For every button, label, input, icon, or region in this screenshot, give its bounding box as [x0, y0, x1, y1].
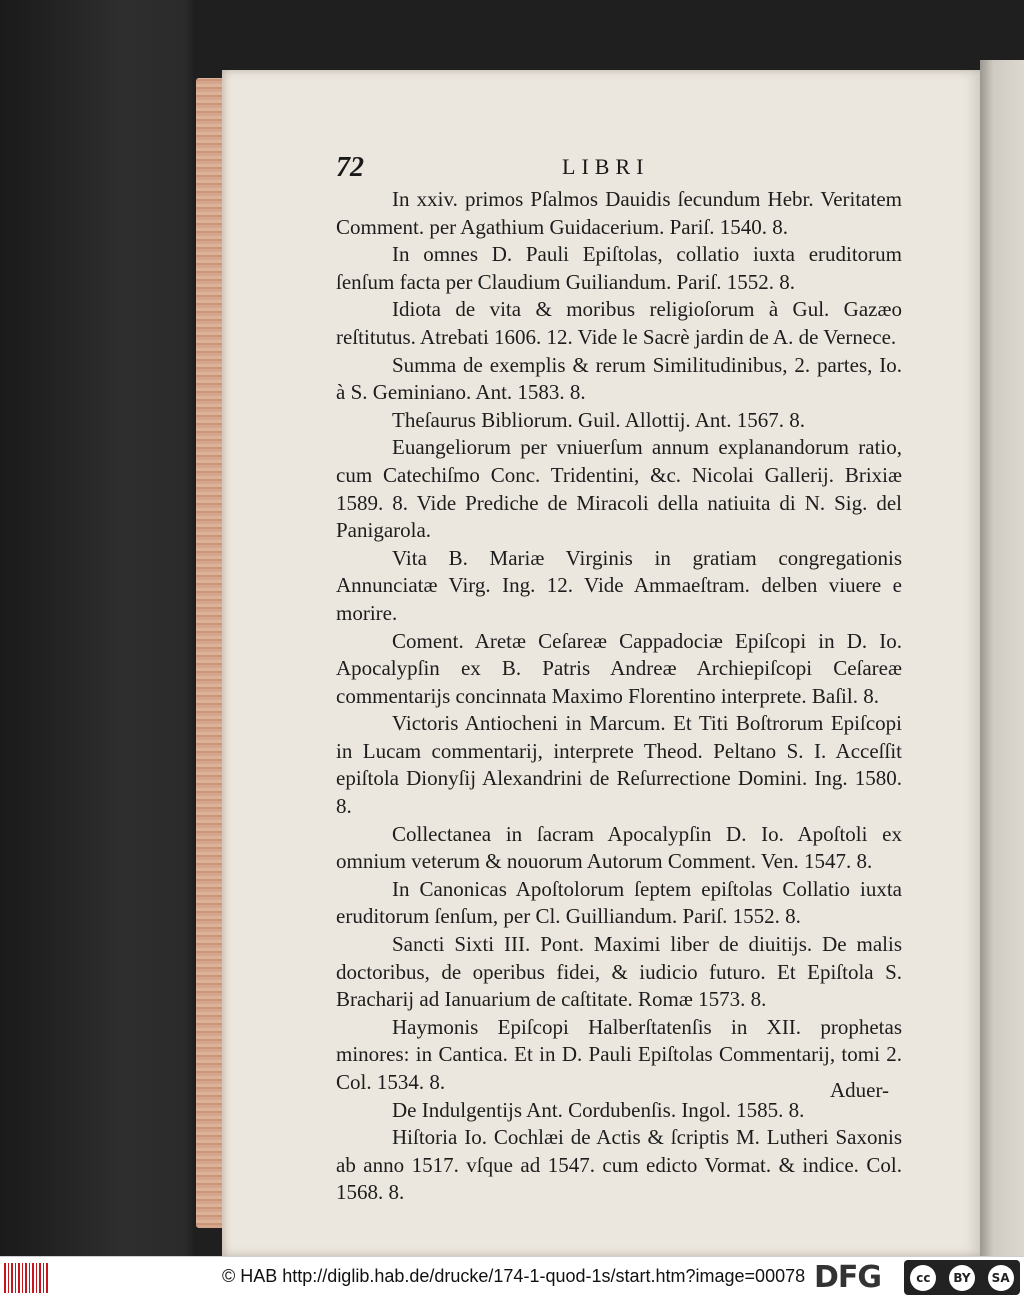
catalog-entry: Theſaurus Bibliorum. Guil. Allottij. Ant. 1567. 8. [392, 407, 805, 432]
cc-icon: cc [910, 1265, 936, 1291]
book-spine-edge [196, 78, 224, 1228]
catalog-entry: In omnes D. Pauli Epiſtolas, collatio iuxta eruditorum ſenſum facta per Claudium Guiliandum. Pariſ. 1552. 8. [336, 242, 902, 294]
catalog-entry: Hiſtoria Io. Cochlæi de Actis & ſcriptis M. Lutheri Saxonis ab anno 1517. vſque ad 1547. cum edicto Vormat. & indice. Col. 1568. 8. [336, 1125, 902, 1205]
viewer-footer [0, 1256, 1024, 1298]
facing-page-edge [980, 60, 1024, 1256]
catalog-entry: De Indulgentijs Ant. Cordubenſis. Ingol. 1585. 8. [392, 1097, 805, 1122]
catalog-entry: Haymonis Epiſcopi Halberſtatenſis in XII. prophetas minores: in Cantica. Et in D. Pauli Epiſtolas Commentarij, tomi 2. Col. 1534. 8. [336, 1014, 902, 1094]
catalog-entry: Idiota de vita & moribus religioſorum à Gul. Gazæo reſtitutus. Atrebati 1606. 12. Vide le Sacrè jardin de A. de Vernece. [336, 297, 902, 349]
catalog-entry: Coment. Aretæ Ceſareæ Cappadociæ Epiſcopi in D. Io. Apocalypſin ex B. Patris Andreæ Archiepiſcopi Ceſareæ commentarijs concinnata Maximo Florentino interprete. Baſil. 8. [336, 628, 902, 708]
catalog-entry: Sancti Sixti III. Pont. Maximi liber de diuitijs. De malis doctoribus, de operibus fidei, & iudicio futuro. Et Epiſtola S. Bracharij ad Ianuarium de caſtitate. Romæ 1573. 8. [336, 932, 902, 1012]
catalog-entry: In Canonicas Apoſtolorum ſeptem epiſtolas Collatio iuxta eruditorum ſenſum, per Cl. Guilliandum. Pariſ. 1552. 8. [336, 876, 902, 929]
source-link[interactable]: © HAB http://diglib.hab.de/drucke/174-1-quod-1s/start.htm?image=00078 [222, 1266, 806, 1286]
catalog-entry: Vita B. Mariæ Virginis in gratiam congregationis Annunciatæ Virg. Ing. 12. Vide Ammaeſtram. delben viuere e morire. [336, 545, 902, 625]
catalog-entry: Victoris Antiocheni in Marcum. Et Titi Boſtrorum Epiſcopi in Lucam commentarij, interprete Theod. Peltano S. I. Acceſſit epiſtola Dionyſij Alexandrini de Reſurrectione Domini. Ing. 1580. 8. [336, 711, 902, 819]
by-icon: BY [949, 1265, 975, 1291]
catchword: Aduer- [830, 1078, 890, 1102]
page-number: 72 [336, 152, 364, 183]
catalog-entry: Summa de exemplis & rerum Similitudinibus, 2. partes, Io. à S. Geminiano. Ant. 1583. 8. [336, 352, 902, 405]
barcode-icon [4, 1263, 48, 1293]
catalog-text [336, 186, 902, 1207]
running-head: LIBRI [562, 154, 650, 179]
catalog-entry: Euangeliorum per vniuerſum annum explanandorum ratio, cum Catechiſmo Conc. Tridentini, &c. Nicolai Gallerij. Brixiæ 1589. 8. Vide Prediche de Miracoli della natiuita di N. Sig. del Panigarola. [336, 435, 902, 543]
dfg-logo: DFG [814, 1260, 882, 1295]
catalog-entry: Collectanea in ſacram Apocalypſin D. Io. Apoſtoli ex omnium veterum & nouorum Autorum Comment. Ven. 1547. 8. [336, 821, 902, 874]
page-header [336, 152, 936, 186]
license-badge[interactable] [904, 1260, 1020, 1295]
sa-icon: SA [988, 1265, 1014, 1291]
catalog-entry: In xxiv. primos Pſalmos Dauidis ſecundum Hebr. Veritatem Comment. per Agathium Guidacerium. Pariſ. 1540. 8. [336, 187, 902, 239]
